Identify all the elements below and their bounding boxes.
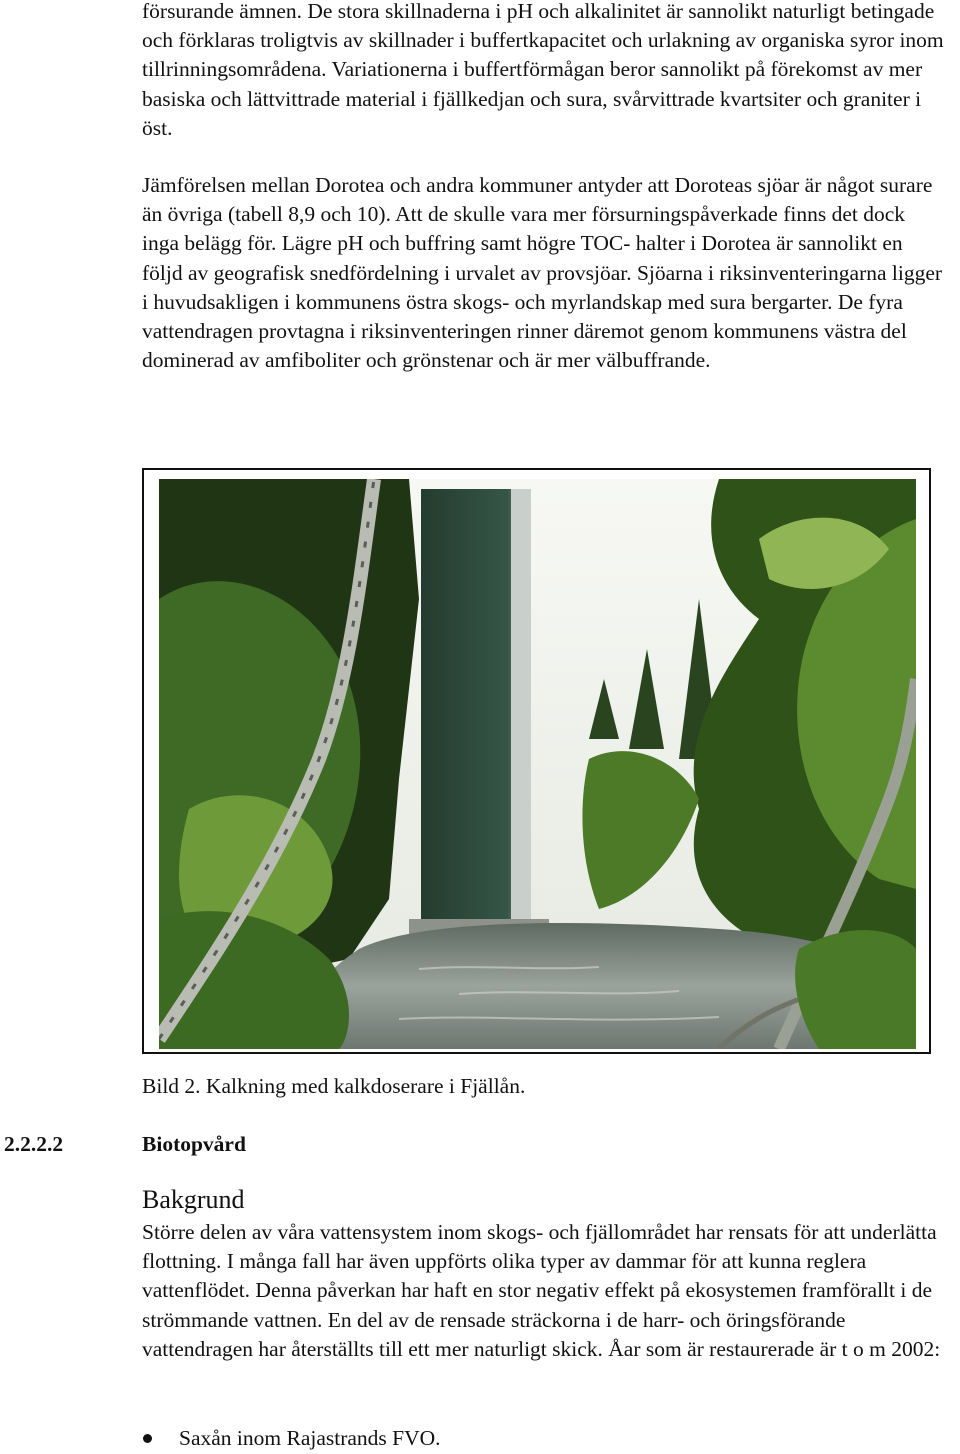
- list-item-text: Saxån inom Rajastrands FVO.: [179, 1426, 441, 1450]
- section-title: Biotopvård: [142, 1132, 246, 1156]
- photo-lime-doser-fjallan: [159, 479, 916, 1049]
- bullet-icon: [143, 1434, 152, 1443]
- subheading-background: Bakgrund: [142, 1185, 245, 1214]
- restored-rivers-list: [142, 1424, 441, 1453]
- paragraph-acidification-causes: försurande ämnen. De stora skillnaderna i pH och alkalinitet är sannolikt naturligt betingade och förklaras troligtvis av skillnader i buffertkapacitet och urlakning av organiska syror inom tillrinningsområdena. Variationerna i buffertförmågan beror sannolikt på förekomst av mer basiska och lättvittrade material i fjällkedjan och sura, svårvittrade kvartsiter och graniter i öst.: [142, 0, 944, 140]
- paragraph-dorotea-comparison: Jämförelsen mellan Dorotea och andra kommuner antyder att Doroteas sjöar är något surare än övriga (tabell 8,9 och 10). Att de skulle vara mer försurningspåverkade finns det dock inga belägg för. Lägre pH och buffring samt högre TOC- halter i Dorotea är sannolikt en följd av geografisk snedfördelning i urvalet av provsjöar. Sjöarna i riksinventeringarna ligger i huvudsakligen i kommunens östra skogs- och myrlandskap med sura bergarter. De fyra vattendragen provtagna i riksinventeringen rinner däremot genom kommunens västra del dominerad av amfiboliter och grönstenar och är mer välbuffrande.: [142, 173, 943, 373]
- list-item: [142, 1424, 441, 1453]
- paragraph-background: Större delen av våra vattensystem inom skogs- och fjällområdet har rensats för att underlätta flottning. I många fall har även uppförts olika typer av dammar för att kunna reglera vattenflödet. Denna påverkan har haft en stor negativ effekt på ekosystemen framförallt i de strömmande vattnen. En del av de rensade sträckorna i de harr- och öringsförande vattendragen har återställts till ett mer naturligt skick. Åar som är restaurerade är t o m 2002:: [142, 1220, 941, 1361]
- photo-figure-frame: [142, 468, 931, 1054]
- section-number: 2.2.2.2: [4, 1132, 64, 1156]
- figure-caption: Bild 2. Kalkning med kalkdoserare i Fjällån.: [142, 1074, 526, 1098]
